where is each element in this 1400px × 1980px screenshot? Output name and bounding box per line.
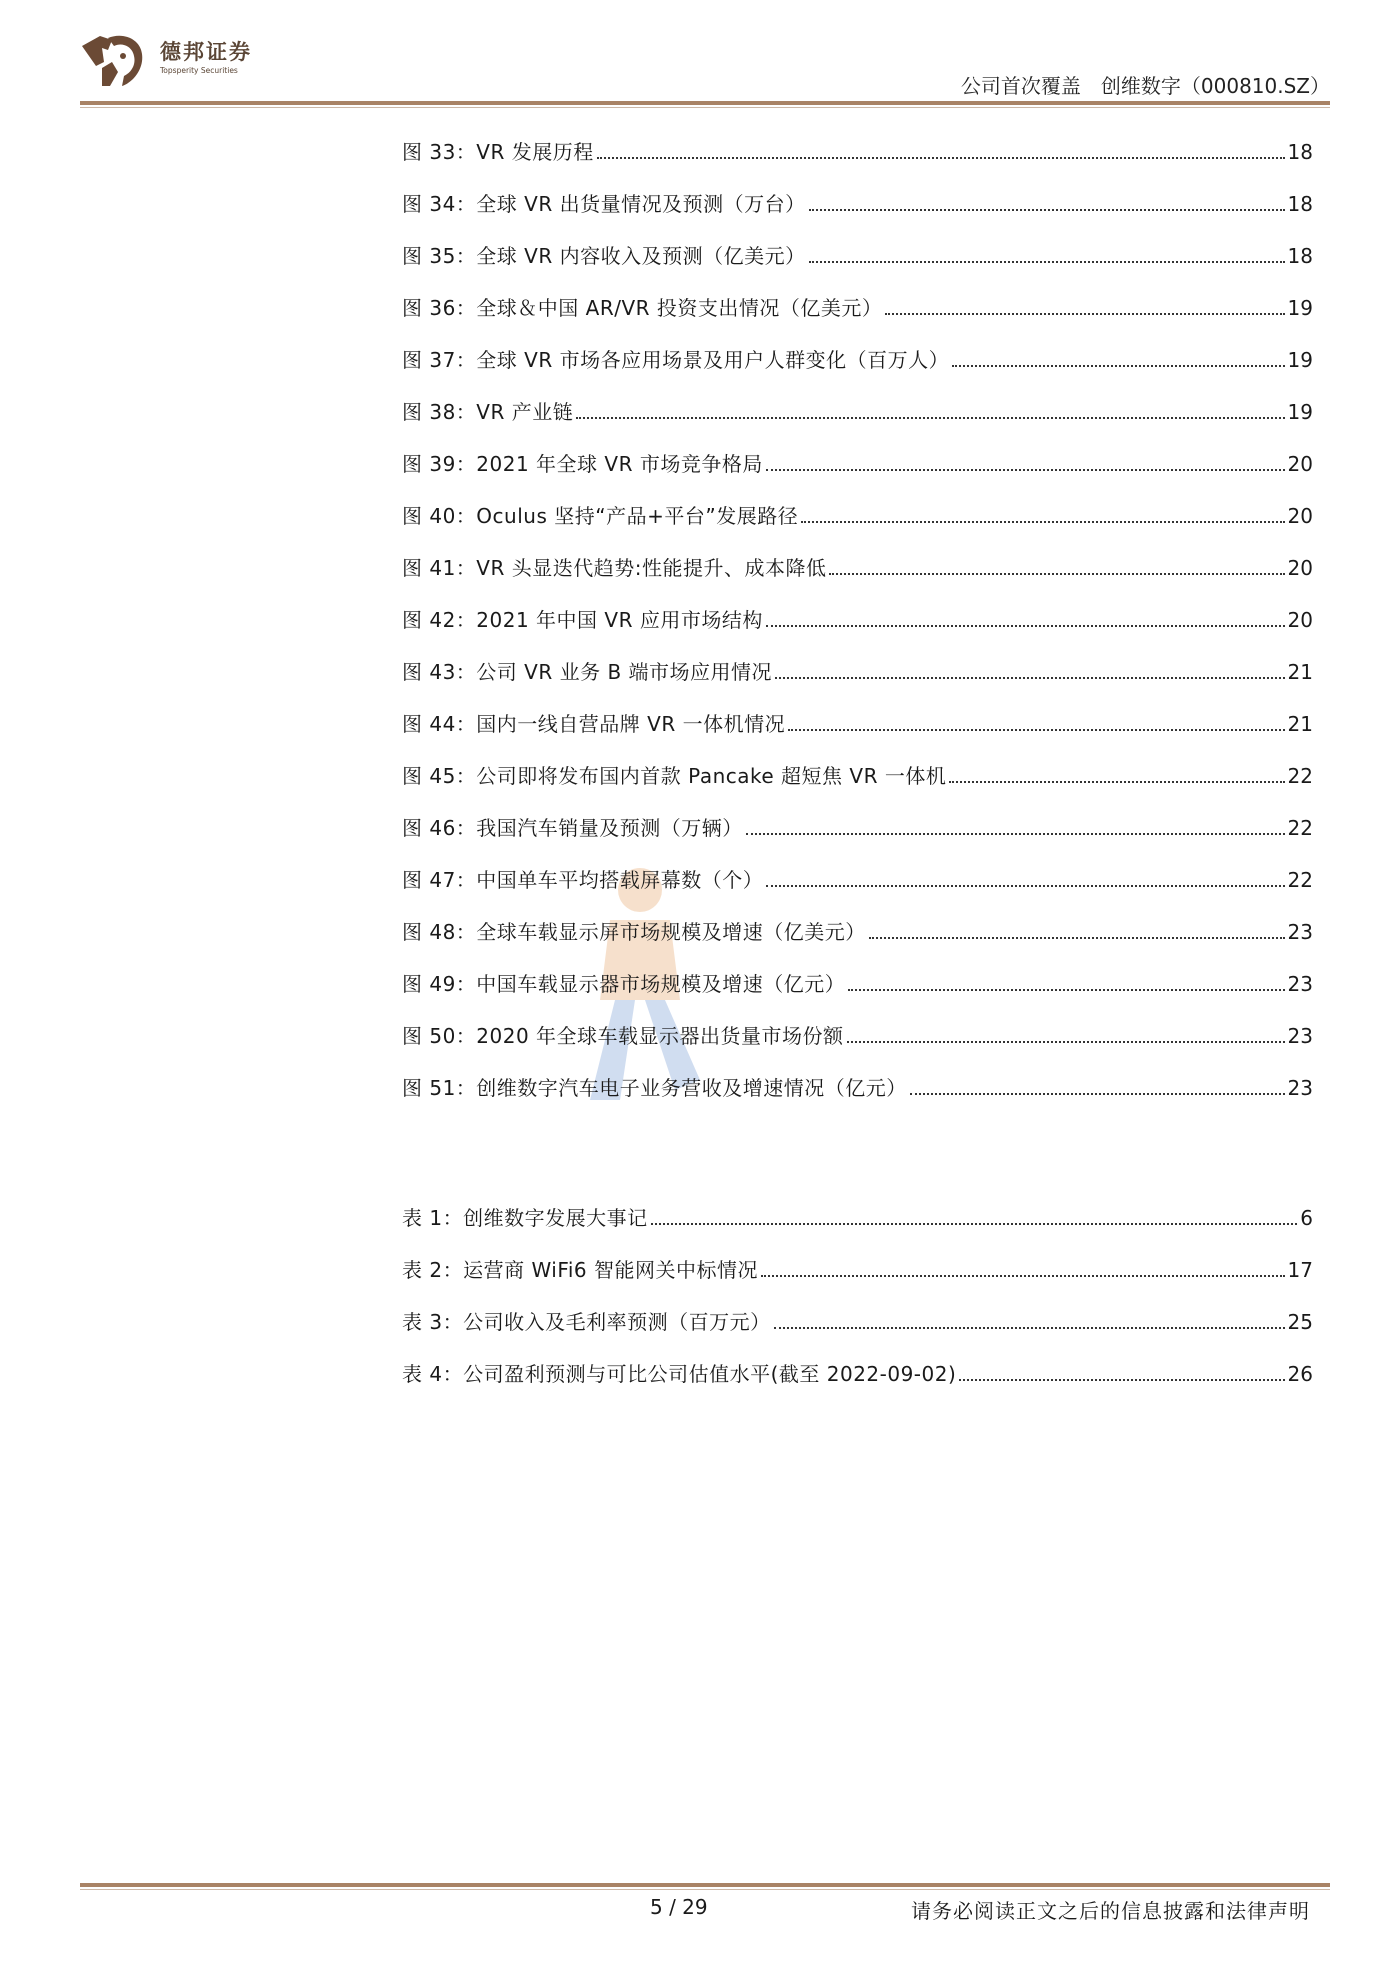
toc-entry[interactable]	[402, 754, 1313, 788]
toc-leader-dots	[766, 885, 1284, 887]
toc-entry-label: 图 38：VR 产业链	[402, 400, 574, 424]
footer-rule	[80, 1883, 1330, 1887]
toc-entry[interactable]	[402, 1196, 1313, 1230]
toc-entry[interactable]	[402, 598, 1313, 632]
toc-entry-label: 图 50：2020 年全球车载显示器出货量市场份额	[402, 1024, 844, 1048]
toc-entry[interactable]	[402, 234, 1313, 268]
toc-leader-dots	[775, 677, 1285, 679]
header-rule-thin	[80, 107, 1330, 108]
toc-entry-page: 23	[1287, 1076, 1313, 1100]
toc-leader-dots	[885, 313, 1284, 315]
toc-entry-label: 图 33：VR 发展历程	[402, 140, 594, 164]
toc-leader-dots	[597, 157, 1285, 159]
toc-entry-page: 23	[1287, 1024, 1313, 1048]
toc-leader-dots	[788, 729, 1284, 731]
toc-entry-page: 26	[1287, 1362, 1313, 1386]
toc-entry[interactable]	[402, 1352, 1313, 1386]
toc-entry-label: 表 3：公司收入及毛利率预测（百万元）	[402, 1310, 771, 1334]
toc-entry[interactable]	[402, 1248, 1313, 1282]
toc-entry-page: 20	[1287, 556, 1313, 580]
toc-entry-page: 25	[1287, 1310, 1313, 1334]
toc-entry[interactable]	[402, 494, 1313, 528]
toc-leader-dots	[809, 209, 1285, 211]
toc-entry[interactable]	[402, 806, 1313, 840]
toc-entry-label: 图 41：VR 头显迭代趋势:性能提升、成本降低	[402, 556, 827, 580]
toc-entry-page: 19	[1287, 348, 1313, 372]
toc-leader-dots	[869, 937, 1285, 939]
toc-entry-label: 图 47：中国单车平均搭载屏幕数（个）	[402, 868, 764, 892]
logo-english-name: Topsperity Securities	[160, 66, 238, 75]
toc-leader-dots	[766, 625, 1285, 627]
toc-entry-page: 22	[1287, 764, 1313, 788]
toc-leader-dots	[949, 781, 1284, 783]
toc-entry[interactable]	[402, 130, 1313, 164]
toc-entry-page: 18	[1287, 192, 1313, 216]
header-rule	[80, 101, 1330, 105]
toc-entry[interactable]	[402, 286, 1313, 320]
toc-leader-dots	[959, 1379, 1284, 1381]
toc-entry-label: 图 49：中国车载显示器市场规模及增速（亿元）	[402, 972, 846, 996]
toc-entry[interactable]	[402, 1014, 1313, 1048]
toc-leader-dots	[910, 1093, 1285, 1095]
toc-entry-label: 图 34：全球 VR 出货量情况及预测（万台）	[402, 192, 806, 216]
toc-entry[interactable]	[402, 650, 1313, 684]
toc-leader-dots	[801, 521, 1284, 523]
toc-entry-page: 18	[1287, 244, 1313, 268]
toc-leader-dots	[774, 1327, 1285, 1329]
toc-leader-dots	[766, 469, 1285, 471]
toc-entry-label: 图 44：国内一线自营品牌 VR 一体机情况	[402, 712, 786, 736]
toc-entry-page: 23	[1287, 972, 1313, 996]
toc-entry[interactable]	[402, 182, 1313, 216]
toc-leader-dots	[829, 573, 1284, 575]
toc-entry-label: 图 35：全球 VR 内容收入及预测（亿美元）	[402, 244, 806, 268]
toc-entry-page: 21	[1287, 712, 1313, 736]
toc-entry[interactable]	[402, 442, 1313, 476]
toc-leader-dots	[761, 1275, 1285, 1277]
toc-entry[interactable]	[402, 1066, 1313, 1100]
toc-leader-dots	[651, 1223, 1298, 1225]
toc-leader-dots	[847, 1041, 1285, 1043]
toc-entry-label: 图 45：公司即将发布国内首款 Pancake 超短焦 VR 一体机	[402, 764, 947, 788]
toc-entry-label: 图 40：Oculus 坚持“产品+平台”发展路径	[402, 504, 799, 528]
toc-entry-page: 18	[1287, 140, 1313, 164]
logo-chinese-name: 德邦证券	[160, 40, 252, 64]
toc-entry-label: 表 1：创维数字发展大事记	[402, 1206, 648, 1230]
toc-entry-label: 图 37：全球 VR 市场各应用场景及用户人群变化（百万人）	[402, 348, 950, 372]
toc-entry[interactable]	[402, 910, 1313, 944]
toc-entry-page: 19	[1287, 296, 1313, 320]
toc-entry-page: 17	[1287, 1258, 1313, 1282]
toc-entry-page: 22	[1287, 816, 1313, 840]
toc-leader-dots	[848, 989, 1284, 991]
toc-leader-dots	[952, 365, 1284, 367]
toc-entry-label: 表 2：运营商 WiFi6 智能网关中标情况	[402, 1258, 759, 1282]
toc-entry[interactable]	[402, 858, 1313, 892]
toc-entry-label: 图 42：2021 年中国 VR 应用市场结构	[402, 608, 763, 632]
toc-entry-label: 图 51：创维数字汽车电子业务营收及增速情况（亿元）	[402, 1076, 907, 1100]
toc-entry-page: 20	[1287, 504, 1313, 528]
company-logo-icon	[78, 32, 150, 90]
toc-entry-page: 23	[1287, 920, 1313, 944]
page-indicator: 5 / 29	[650, 1895, 708, 1919]
toc-entry[interactable]	[402, 962, 1313, 996]
toc-entry-page: 20	[1287, 452, 1313, 476]
toc-entry-page: 6	[1300, 1206, 1313, 1230]
toc-leader-dots	[576, 417, 1284, 419]
toc-entry-label: 图 46：我国汽车销量及预测（万辆）	[402, 816, 743, 840]
toc-leader-dots	[809, 261, 1285, 263]
toc-entry[interactable]	[402, 546, 1313, 580]
toc-entry-page: 19	[1287, 400, 1313, 424]
toc-entry-label: 图 43：公司 VR 业务 B 端市场应用情况	[402, 660, 773, 684]
toc-entry-page: 20	[1287, 608, 1313, 632]
toc-entry-page: 22	[1287, 868, 1313, 892]
toc-entry[interactable]	[402, 702, 1313, 736]
company-logo	[78, 32, 268, 90]
report-header-title: 公司首次覆盖 创维数字（000810.SZ）	[960, 74, 1330, 98]
toc-leader-dots	[746, 833, 1285, 835]
toc-entry-label: 图 48：全球车载显示屏市场规模及增速（亿美元）	[402, 920, 866, 944]
footer-rule-thin	[80, 1889, 1330, 1890]
toc-entry[interactable]	[402, 390, 1313, 424]
toc-entry-label: 图 36：全球＆中国 AR/VR 投资支出情况（亿美元）	[402, 296, 883, 320]
legal-disclaimer: 请务必阅读正文之后的信息披露和法律声明	[911, 1899, 1310, 1923]
toc-entry-page: 21	[1287, 660, 1313, 684]
toc-entry[interactable]	[402, 1300, 1313, 1334]
toc-entry-label: 表 4：公司盈利预测与可比公司估值水平(截至 2022-09-02)	[402, 1362, 957, 1386]
toc-entry[interactable]	[402, 338, 1313, 372]
toc-entry-label: 图 39：2021 年全球 VR 市场竞争格局	[402, 452, 763, 476]
